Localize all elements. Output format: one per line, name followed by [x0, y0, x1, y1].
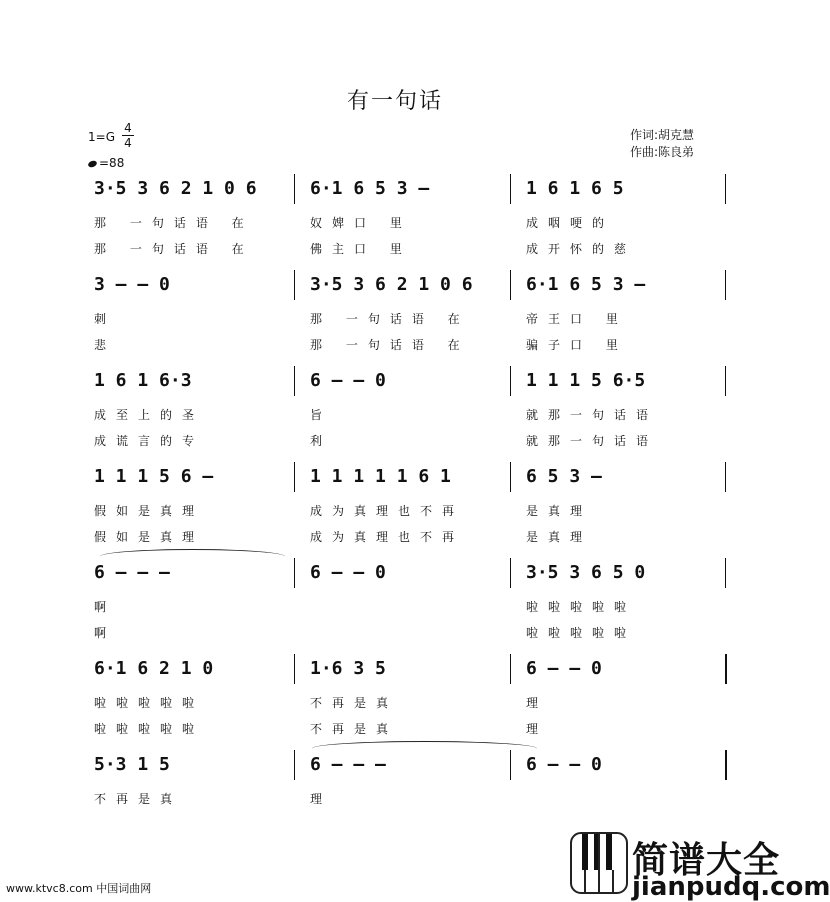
tie-arc [100, 549, 285, 564]
measure-notes: 6·1 6 2 1 0 [94, 658, 214, 679]
measure-notes: 3·5 3 6 2 1 0 6 [94, 178, 257, 199]
lyric-line: 成开怀的慈 [526, 242, 637, 256]
measure-notes: 1 6 1 6·3 [94, 370, 192, 391]
barline [294, 654, 295, 684]
barline [294, 270, 295, 300]
barline [294, 174, 295, 204]
measure-notes: 1 1 1 1 1 6 1 [310, 466, 451, 487]
measure-notes: 3 – – 0 [94, 274, 170, 295]
lyric-line: 理 [526, 722, 549, 736]
lyric-line: 那 一句话语 在 [310, 338, 470, 352]
barline-end [725, 750, 727, 780]
measure-notes: 1·6 3 5 [310, 658, 386, 679]
lyric-line: 成为真理也不再 [310, 530, 465, 544]
quarter-note-icon [87, 159, 98, 168]
lyricist-credit: 作词:胡克慧 [630, 128, 695, 142]
song-title: 有一句话 [346, 89, 443, 114]
lyric-line: 理 [526, 696, 549, 710]
lyric-line: 就那一句话语 [526, 434, 659, 448]
measure-notes: 6 – – 0 [310, 370, 386, 391]
lyric-line: 啦啦啦啦啦 [94, 722, 205, 736]
lyric-line: 骗子口 里 [526, 338, 628, 352]
measure-notes: 1 1 1 5 6 – [94, 466, 214, 487]
lyric-line: 是真理 [526, 530, 593, 544]
lyric-line: 不再是真 [310, 696, 399, 710]
lyric-line: 悲 [94, 338, 117, 352]
barline [294, 462, 295, 492]
barline-end [725, 654, 727, 684]
lyric-line: 不再是真 [94, 792, 183, 806]
lyric-line: 假如是真理 [94, 504, 205, 518]
tempo-value: =88 [99, 156, 125, 170]
barline-end [725, 174, 726, 204]
lyric-line: 成咽哽的 [526, 216, 615, 230]
lyric-line: 啦啦啦啦啦 [526, 626, 637, 640]
measure-notes: 6 – – – [94, 562, 170, 583]
lyric-line: 啊 [94, 626, 117, 640]
barline [510, 270, 511, 300]
key-signature: 1=G [88, 130, 115, 144]
lyric-line: 那 一句话语 在 [94, 216, 254, 230]
measure-notes: 6·1 6 5 3 – [310, 178, 430, 199]
measure-notes: 5·3 1 5 [94, 754, 170, 775]
lyric-line: 利 [310, 434, 333, 448]
barline [510, 174, 511, 204]
lyric-line: 那 一句话语 在 [94, 242, 254, 256]
lyric-line: 理 [310, 792, 333, 806]
lyric-line: 成谎言的专 [94, 434, 205, 448]
tempo-marking [88, 156, 124, 170]
logo-text: 简谱大全 [632, 840, 781, 881]
lyric-line: 啦啦啦啦啦 [94, 696, 205, 710]
barline [510, 654, 511, 684]
piano-keys-icon [570, 832, 628, 894]
measure-notes: 6 5 3 – [526, 466, 602, 487]
barline-end [725, 558, 726, 588]
time-sig-bottom: 4 [124, 136, 132, 150]
lyric-line: 成至上的圣 [94, 408, 205, 422]
barline [510, 462, 511, 492]
measure-notes: 6 – – – [310, 754, 386, 775]
logo-url: jianpudq.com [632, 872, 830, 902]
measure-notes: 3·5 3 6 2 1 0 6 [310, 274, 473, 295]
measure-notes: 6 – – 0 [526, 754, 602, 775]
measure-notes: 6 – – 0 [310, 562, 386, 583]
measure-notes: 1 1 1 5 6·5 [526, 370, 646, 391]
lyric-line: 就那一句话语 [526, 408, 659, 422]
lyric-line: 刺 [94, 312, 117, 326]
barline [510, 366, 511, 396]
lyric-line: 成为真理也不再 [310, 504, 465, 518]
lyric-line: 是真理 [526, 504, 593, 518]
time-signature [122, 122, 134, 149]
barline-end [725, 366, 726, 396]
barline-end [725, 462, 726, 492]
footer-source: www.ktvc8.com 中国词曲网 [6, 882, 152, 895]
lyric-line: 假如是真理 [94, 530, 205, 544]
lyric-line: 奴婢口 里 [310, 216, 412, 230]
barline [294, 558, 295, 588]
measure-notes: 3·5 3 6 5 0 [526, 562, 646, 583]
lyric-line: 不再是真 [310, 722, 399, 736]
lyric-line: 那 一句话语 在 [310, 312, 470, 326]
lyric-line: 佛主口 里 [310, 242, 412, 256]
tie-arc [312, 741, 537, 756]
time-sig-top: 4 [124, 121, 132, 135]
barline [510, 558, 511, 588]
barline [294, 366, 295, 396]
measure-notes: 1 6 1 6 5 [526, 178, 624, 199]
composer-credit: 作曲:陈良弟 [630, 145, 695, 159]
barline [294, 750, 295, 780]
lyric-line: 旨 [310, 408, 333, 422]
measure-notes: 6·1 6 5 3 – [526, 274, 646, 295]
measure-notes: 6 – – 0 [526, 658, 602, 679]
lyric-line: 啦啦啦啦啦 [526, 600, 637, 614]
lyric-line: 啊 [94, 600, 117, 614]
lyric-line: 帝王口 里 [526, 312, 628, 326]
barline-end [725, 270, 726, 300]
